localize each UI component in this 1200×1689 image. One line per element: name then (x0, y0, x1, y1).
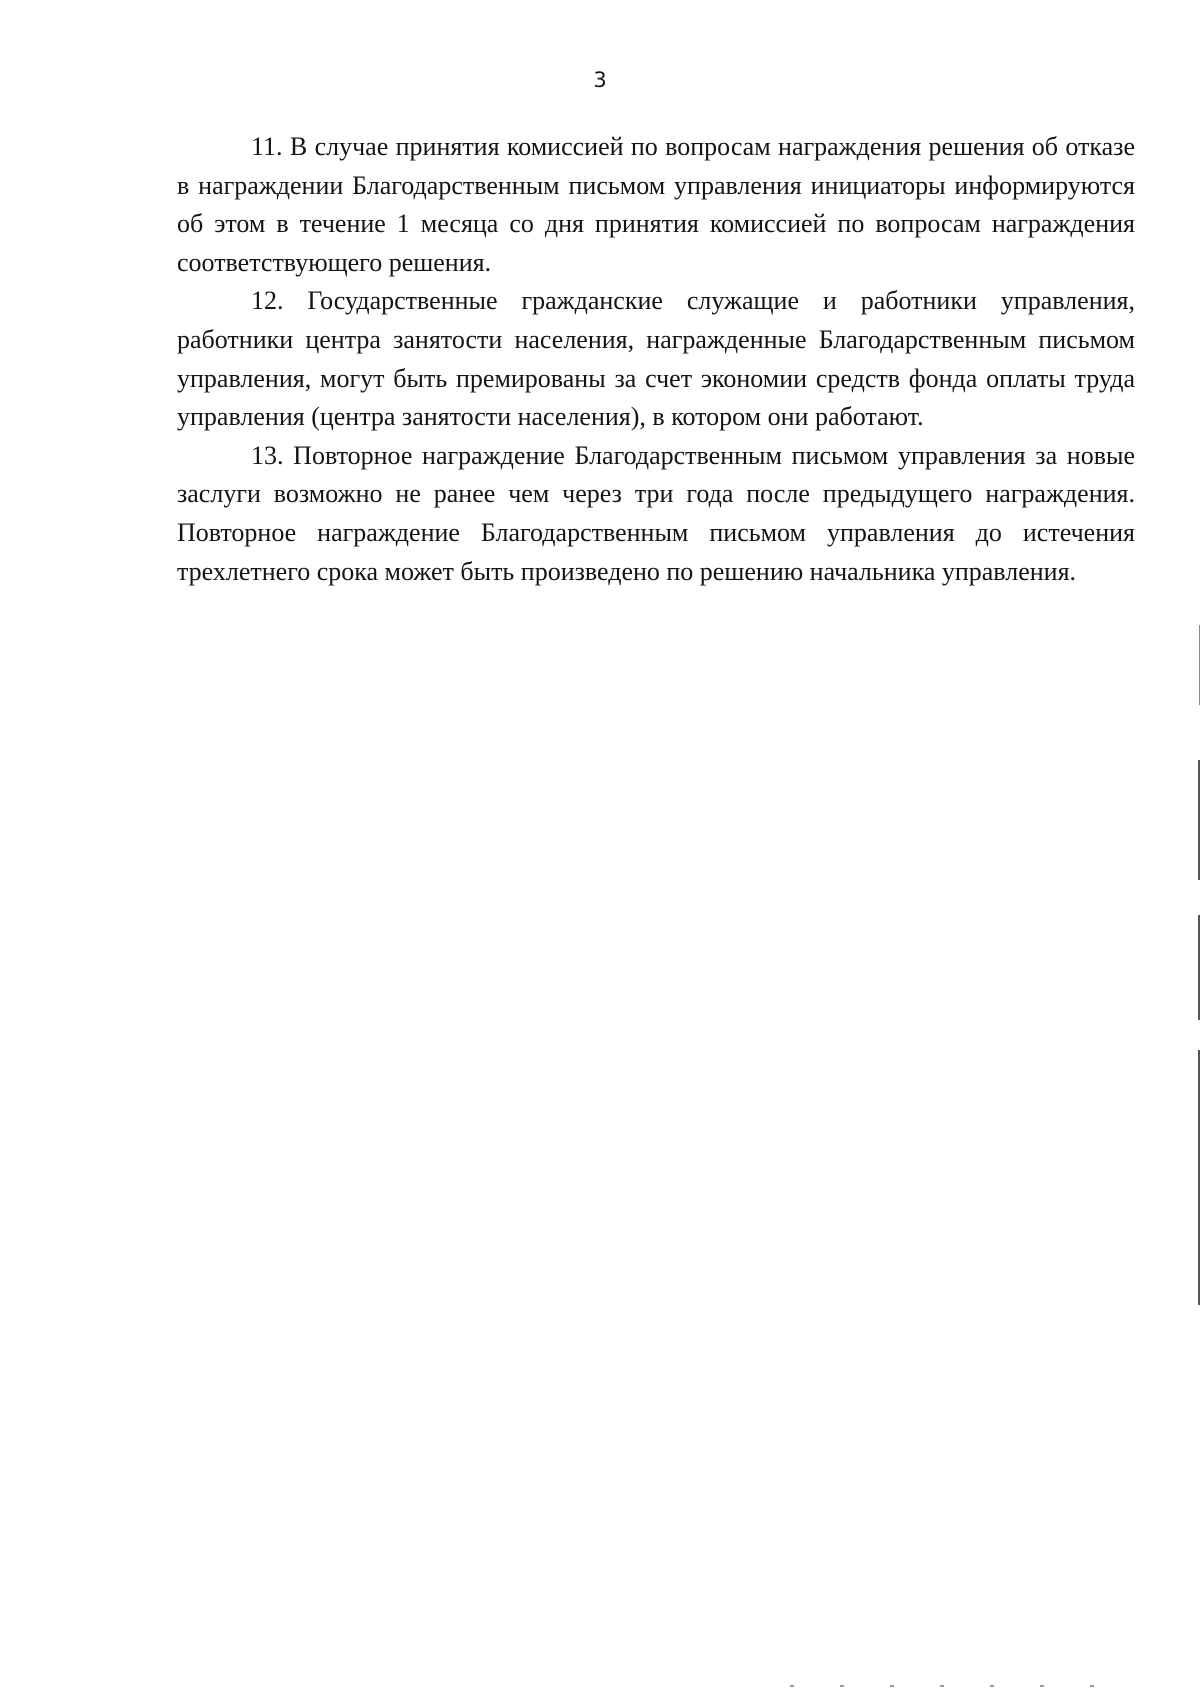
scan-bottom-artifacts (0, 1675, 1200, 1689)
paragraph-12: 12. Государственные гражданские служащие и работники управления, работники центра занятости населения, награжденные Благодарственным письмом управления, могут быть премированы за счет экономии средств фонда оплаты труда управления (центра занятости населения), в котором они работают. (177, 286, 1135, 432)
document-body (177, 128, 1135, 591)
paragraph-11: 11. В случае принятия комиссией по вопросам награждения решения об отказе в награждении Благодарственным письмом управления инициаторы информируются об этом в течение 1 месяца со дня принятия комиссией по вопросам награждения соответствующего решения. (177, 132, 1135, 277)
paragraph-13: 13. Повторное награждение Благодарственным письмом управления за новые заслуги возможно не ранее чем через три года после предыдущего награждения. Повторное награждение Благодарственным письмом управления до истечения трехлетнего срока может быть произведено по решению начальника управления. (177, 440, 1135, 586)
page-number: 3 (593, 68, 607, 92)
